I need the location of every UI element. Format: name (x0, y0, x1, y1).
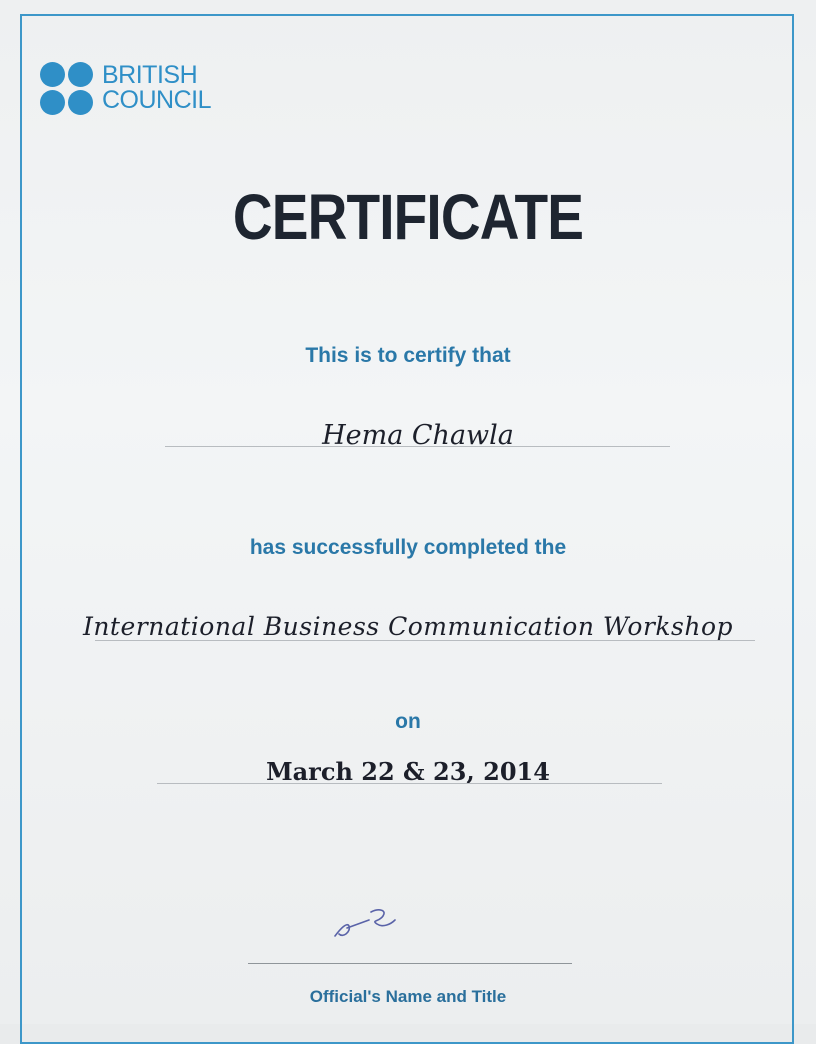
completed-text: has successfully completed the (249, 536, 567, 559)
course-underline (95, 640, 755, 641)
certify-text: This is to certify that (305, 344, 511, 367)
official-label: Official's Name and Title (309, 987, 507, 1006)
on-text: on (395, 710, 421, 733)
logo-dots-icon (40, 62, 96, 118)
course-name: International Business Communication Workshop (82, 612, 734, 641)
signature-line (248, 963, 572, 964)
signature (325, 898, 415, 948)
british-council-logo (40, 62, 240, 122)
certificate-title: CERTIFICATE (232, 181, 584, 253)
recipient-name: Hema Chawla (322, 420, 514, 451)
logo-line-2: COUNCIL (102, 86, 212, 114)
date-underline (157, 783, 662, 784)
certificate-border (20, 14, 794, 1044)
logo-text (102, 63, 211, 113)
logo-line-1: BRITISH (102, 61, 198, 89)
name-underline (165, 446, 670, 447)
workshop-date: March 22 & 23, 2014 (266, 757, 550, 786)
